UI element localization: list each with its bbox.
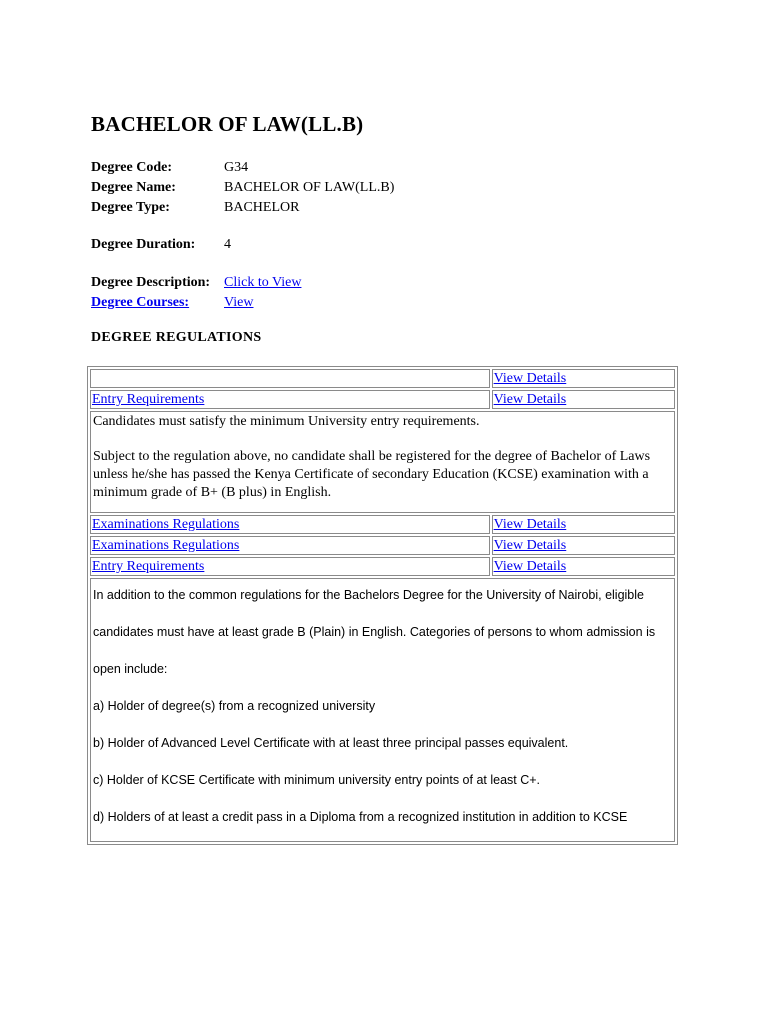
table-row [90,515,675,534]
admission-paragraph: candidates must have at least grade B (Plain) in English. Categories of persons to whom admission is [93,625,656,639]
degree-description-row [91,273,301,293]
view-details-link[interactable]: View Details [493,559,567,574]
view-details-link[interactable]: View Details [493,538,567,553]
regulation-paragraph: Candidates must satisfy the minimum University entry requirements. [93,414,480,429]
page-title: BACHELOR OF LAW(LL.B) [91,112,364,136]
entry-requirements-link[interactable]: Entry Requirements [92,392,205,407]
view-details-link[interactable]: View Details [493,392,567,407]
degree-duration-value: 4 [224,237,231,252]
degree-courses-row [91,293,253,313]
degree-courses-label-wrap [91,293,224,313]
admission-requirements-text [90,578,675,842]
admission-paragraph: b) Holder of Advanced Level Certificate with at least three principal passes equivalent. [93,736,569,750]
view-details-link[interactable]: View Details [493,517,567,532]
entry-requirements-text [90,411,675,513]
admission-paragraph: a) Holder of degree(s) from a recognized university [93,699,376,713]
regulation-details-cell [492,390,675,409]
degree-duration-row [91,235,231,255]
examinations-regulations-link[interactable]: Examinations Regulations [92,517,240,532]
entry-requirements-link[interactable]: Entry Requirements [92,559,205,574]
regulation-details-cell [492,536,675,555]
degree-code-row [91,158,248,178]
degree-name-row [91,178,394,198]
degree-type-label: Degree Type: [91,200,170,215]
admission-paragraph: open include: [93,662,168,676]
table-row [90,578,675,842]
degree-code-value: G34 [224,160,249,175]
degree-type-value: BACHELOR [224,200,300,215]
degree-name-value: BACHELOR OF LAW(LL.B) [224,180,395,195]
regulation-name-cell [90,536,490,555]
regulation-details-cell [492,515,675,534]
degree-duration-label: Degree Duration: [91,237,196,252]
degree-name-label: Degree Name: [91,180,176,195]
regulation-name-cell [90,557,490,576]
admission-paragraph: d) Holders of at least a credit pass in a Diploma from a recognized institution in addition to KCSE [93,810,628,824]
regulation-paragraph: Subject to the regulation above, no candidate shall be registered for the degree of Bachelor of Laws unless he/she has passed the Kenya Certificate of secondary Education (KCSE) examination with a minimum grade of B+ (B plus) in English. [93,449,651,500]
admission-paragraph: In addition to the common regulations for the Bachelors Degree for the University of Nairobi, eligible [93,588,644,602]
regulation-details-cell [492,557,675,576]
regulation-name-cell [90,515,490,534]
table-row [90,390,675,409]
view-details-link[interactable]: View Details [493,371,567,386]
regulation-name-cell [90,369,490,388]
view-courses-link[interactable]: View [224,295,254,310]
regulations-table [87,366,678,845]
examinations-regulations-link[interactable]: Examinations Regulations [92,538,240,553]
degree-regulations-heading: DEGREE REGULATIONS [91,330,262,345]
degree-courses-link[interactable]: Degree Courses: [91,295,190,310]
table-row [90,557,675,576]
regulation-name-cell [90,390,490,409]
degree-type-row [91,198,299,218]
admission-paragraph: c) Holder of KCSE Certificate with minimum university entry points of at least C+. [93,773,541,787]
regulation-details-cell [492,369,675,388]
degree-description-label: Degree Description: [91,275,211,290]
table-row [90,536,675,555]
table-row [90,411,675,513]
degree-code-label: Degree Code: [91,160,172,175]
table-row [90,369,675,388]
click-to-view-link[interactable]: Click to View [224,275,302,290]
